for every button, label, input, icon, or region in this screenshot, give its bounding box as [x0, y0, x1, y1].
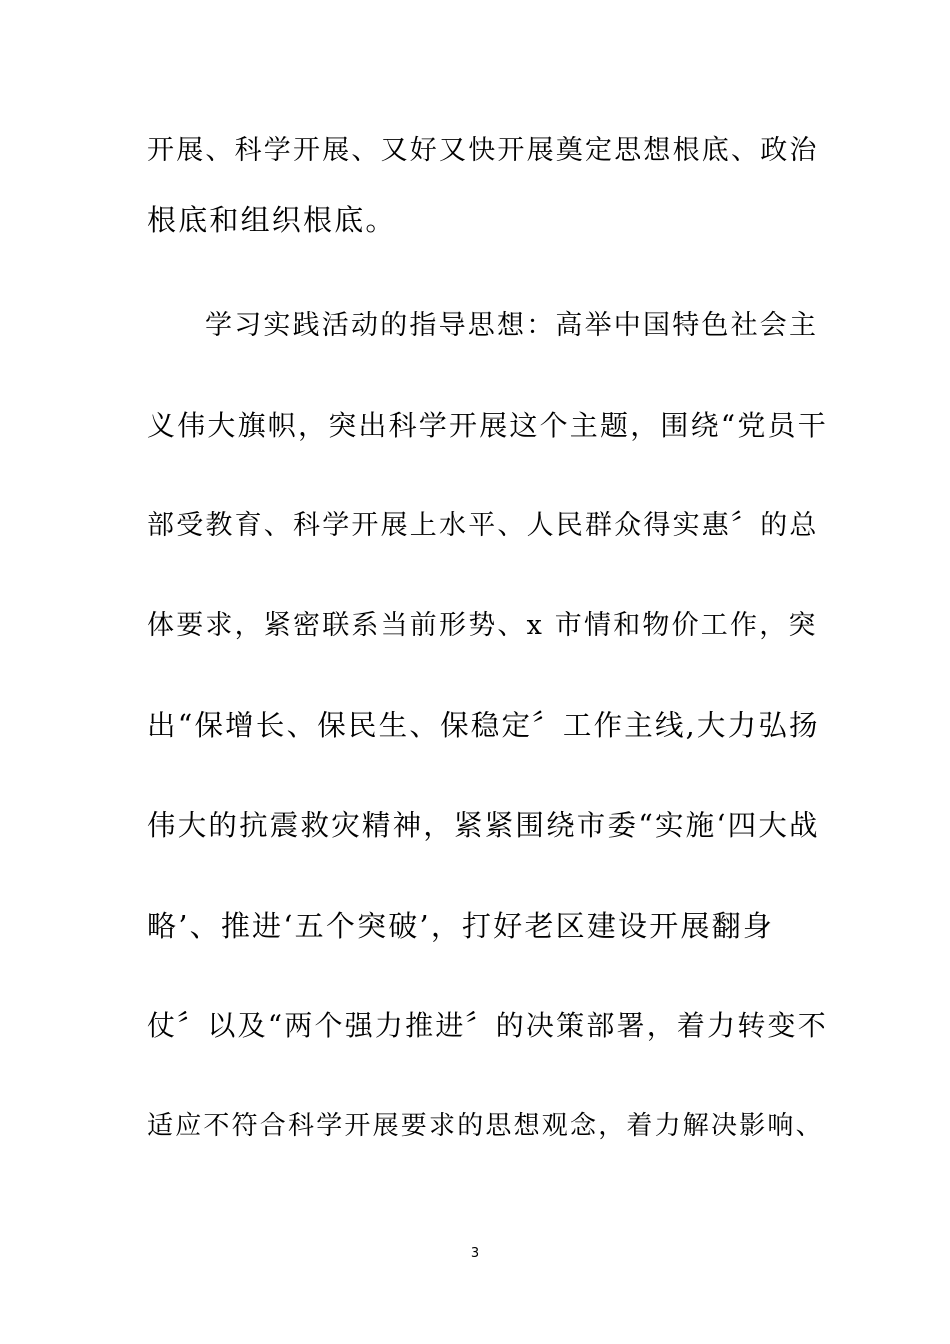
- text-line-7: 出“保增长、保民生、保稳定〞工作主线,大力弘扬: [147, 709, 820, 742]
- text-line-6: 体要求，紧密联系当前形势、x 市情和物价工作，突: [147, 610, 818, 641]
- paragraph-start-line: 学习实践活动的指导思想：高举中国特色社会主: [205, 310, 819, 341]
- text-line-4: 义伟大旗帜，突出科学开展这个主题，围绕“党员干: [147, 409, 828, 442]
- text-line-8: 伟大的抗震救灾精神，紧紧围绕市委“实施‘四大战: [147, 809, 820, 842]
- text-line-1: 开展、科学开展、又好又快开展奠定思想根底、政治: [147, 135, 819, 166]
- text-line-11: 适应不符合科学开展要求的思想观念，着力解决影响、: [147, 1111, 824, 1141]
- text-line-5: 部受教育、科学开展上水平、人民群众得实惠〞的总: [147, 510, 819, 541]
- text-line-9: 略’、推进‘五个突破’，打好老区建设开展翻身: [147, 909, 775, 943]
- text-line-10: 仗〞以及“两个强力推进〞的决策部署，着力转变不: [147, 1009, 828, 1042]
- text-line-2: 根底和组织根底。: [147, 203, 397, 237]
- page-number: 3: [470, 1246, 480, 1261]
